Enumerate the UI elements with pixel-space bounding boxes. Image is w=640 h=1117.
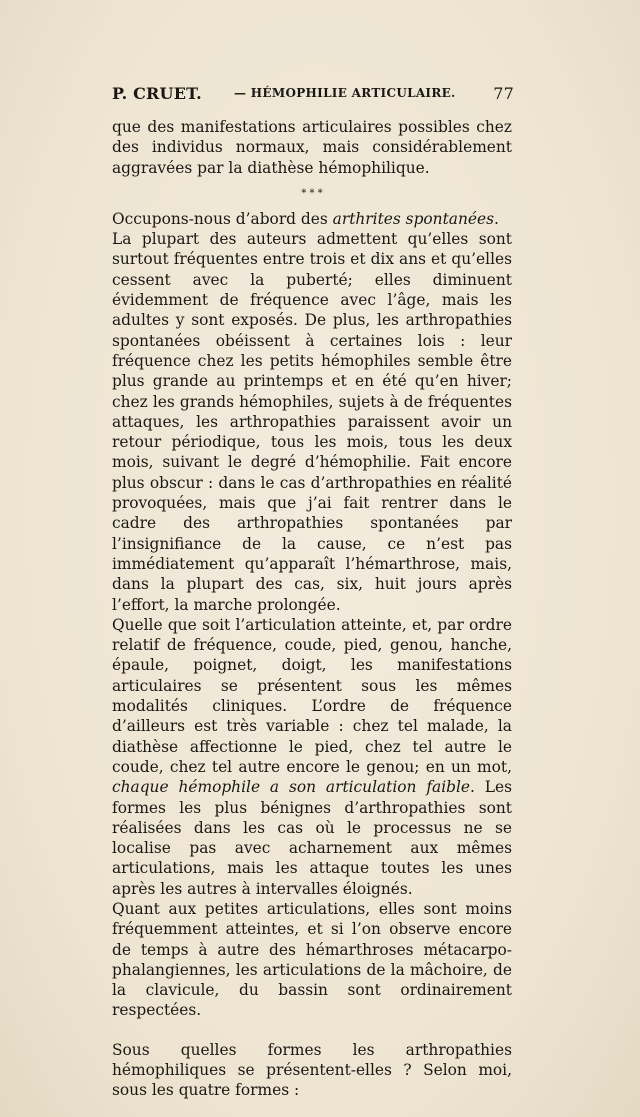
- page-body: [112, 117, 512, 1101]
- section-separator: * * *: [301, 187, 323, 199]
- paragraph-2-text-b: .: [493, 209, 499, 228]
- paragraph-3: La plupart des auteurs admettent qu’elles sont surtout fréquentes entre trois et dix ans et qu’elles cessent avec la puberté; elles diminuent évidemment de fréquence avec l’âge, mais les adultes y sont exposés. De plus, les arthropathies spontanées obéissent à certaines lois : leur fréquence chez les petits hémophiles semble être plus grande au printemps et en été qu’en hiver; chez les grands hémophiles, sujets à de fréquentes attaques, les arthropathies paraissent avoir un retour périodique, tous les mois, tous les deux mois, suivant le degré d’hémophilie. Fait encore plus obscur : dans le cas d’arthropathies en réalité provoquées, mais que j’ai fait rentrer dans le cadre des arthropathies spontanées par l’insignifiance de la cause, ce n’est pas immédiatement qu’apparaît l’hémarthrose, mais, dans la plupart des cas, six, huit jours après l’effort, la marche prolongée.: [112, 230, 512, 614]
- paragraph-5: Quant aux petites articulations, elles sont moins fréquemment atteintes, et si l’on observe encore de temps à autre des hémarthroses métacarpo-phalangiennes, les articulations de la mâchoire, de la clavicule, du bassin sont ordinairement respectées.: [112, 899, 512, 1020]
- header-author: P. CRUET.: [112, 84, 202, 103]
- paragraph-gap: [112, 1021, 512, 1040]
- paragraph-2: [112, 209, 512, 229]
- page-number: 77: [493, 84, 514, 103]
- paragraph-4-text-a: Quelle que soit l’articulation atteinte, et, par ordre relatif de fréquence, coude, pied, genou, hanche, épaule, poignet, doigt, les manifestations articulaires se présentent sous les mêmes modalités cliniques. L’ordre de fréquence d’ailleurs est très variable : chez tel malade, la diathèse affectionne le pied, chez tel autre le coude, chez tel autre encore le genou; en un mot,: [112, 615, 512, 776]
- paragraph-2-text-a: Occupons-nous d’abord des: [112, 209, 333, 228]
- paragraph-4: [112, 615, 512, 899]
- paragraph-6: Sous quelles formes les arthropathies hémophiliques se présentent-elles ? Selon moi, sous les quatre formes :: [112, 1040, 512, 1100]
- paragraph-1: que des manifestations articulaires possibles chez des individus normaux, mais considérablement aggravées par la diathèse hémophilique.: [112, 118, 512, 177]
- paragraph-4-text-b: . Les formes les plus bénignes d’arthropathies sont réalisées dans les cas où le processus ne se localise pas avec acharnement aux mêmes articulations, mais les attaque toutes les unes après les autres à intervalles éloignés.: [112, 778, 513, 898]
- paragraph-2-emphasis: arthrites spontanées: [332, 209, 494, 228]
- header-title: — HÉMOPHILIE ARTICULAIRE.: [234, 86, 456, 100]
- paragraph-4-emphasis: chaque hémophile a son articulation faible: [112, 778, 471, 797]
